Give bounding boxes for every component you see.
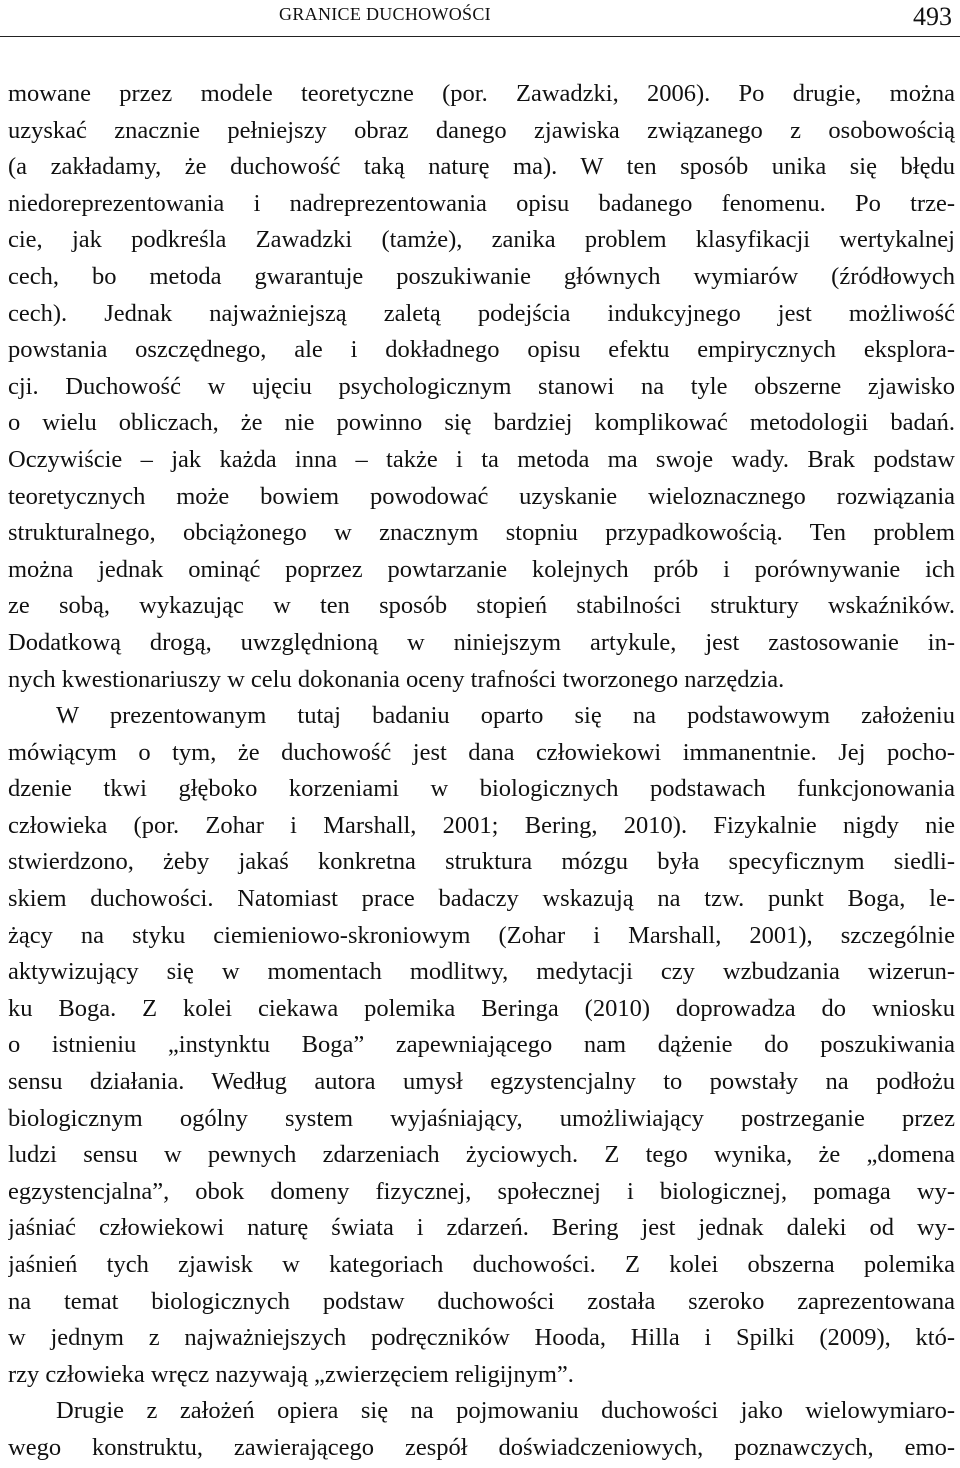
text-line: dzenie tkwi głęboko korzeniami w biologicznych podstawach funkcjonowania [8,775,955,803]
text-line: (a zakładamy, że duchowość taką naturę ma). W ten sposób unika się błędu [8,153,955,181]
text-line: ze sobą, wykazując w ten sposób stopień stabilności struktury wskaźników. [8,592,955,620]
page-number: 493 [913,2,952,31]
text-line: cji. Duchowość w ujęciu psychologicznym stanowi na tyle obszerne zjawisko [8,372,955,400]
text-line: Oczywiście – jak każda inna – także i ta metoda ma swoje wady. Brak podstaw [8,445,955,473]
text-line: o istnieniu „instynktu Boga” zapewniającego nam dążenie do poszukiwania [8,1031,955,1059]
text-line: wego konstruktu, zawierającego zespół doświadczeniowych, poznawczych, emo- [8,1433,955,1461]
text-line: uzyskać znacznie pełniejszy obraz danego zjawiska związanego z osobowością [8,116,955,144]
text-line: ku Boga. Z kolei ciekawa polemika Beringa (2010) doprowadza do wniosku [8,994,955,1022]
text-line: człowieka (por. Zohar i Marshall, 2001; Bering, 2010). Fizykalnie nigdy nie [8,811,955,839]
text-line: na temat biologicznych podstaw duchowości została szeroko zaprezentowana [8,1287,955,1315]
text-line: egzystencjalna”, obok domeny fizycznej, społecznej i biologicznej, pomaga wy- [8,1177,955,1205]
text-line: sensu działania. Według autora umysł egzystencjalny to powstały na podłożu [8,1068,955,1096]
text-line: mówiącym o tym, że duchowość jest dana człowiekowi immanentnie. Jej pocho- [8,738,955,766]
text-line: cech, bo metoda gwarantuje poszukiwanie głównych wymiarów (źródłowych [8,262,955,290]
text-line: rzy człowieka wręcz nazywają „zwierzęciem religijnym”. [8,1360,574,1388]
text-line: można jednak ominąć poprzez powtarzanie kolejnych prób i porównywanie ich [8,555,955,583]
text-line: w jednym z najważniejszych podręczników Hooda, Hilla i Spilki (2009), któ- [8,1324,955,1352]
running-title: GRANICE DUCHOWOŚCI [279,4,491,24]
text-line: Dodatkową drogą, uwzględnioną w niniejszym artykule, jest zastosowanie in- [8,628,955,656]
text-line: cech). Jednak najważniejszą zaletą podejścia indukcyjnego jest możliwość [8,299,955,327]
body-text [8,76,955,1467]
text-line: jaśniać człowiekowi naturę świata i zdarzeń. Bering jest jednak daleki od wy- [8,1214,955,1242]
running-header [0,0,960,37]
text-line: cie, jak podkreśla Zawadzki (tamże), zanika problem klasyfikacji wertykalnej [8,226,955,254]
text-line: ludzi sensu w pewnych zdarzeniach życiowych. Z tego wynika, że „domena [8,1141,955,1169]
text-line: nych kwestionariuszy w celu dokonania oceny trafności tworzonego narzędzia. [8,665,785,693]
text-line: stwierdzono, żeby jakaś konkretna struktura mózgu była specyficznym siedli- [8,848,955,876]
text-line: żący na styku ciemieniowo-skroniowym (Zohar i Marshall, 2001), szczególnie [8,921,955,949]
text-line: W prezentowanym tutaj badaniu oparto się na podstawowym założeniu [56,702,955,730]
text-line: skiem duchowości. Natomiast prace badaczy wskazują na tzw. punkt Boga, le- [8,885,955,913]
text-line: teoretycznych może bowiem powodować uzyskanie wieloznacznego rozwiązania [8,482,955,510]
text-line: o wielu obliczach, że nie powinno się bardziej komplikować metodologii badań. [8,409,955,437]
text-line: jaśnień tych zjawisk w kategoriach duchowości. Z kolei obszerna polemika [8,1251,955,1278]
text-line: biologicznym ogólny system wyjaśniający, umożliwiający postrzeganie przez [8,1104,955,1132]
text-line: strukturalnego, obciążonego w znacznym stopniu przypadkowością. Ten problem [8,519,955,547]
text-line: aktywizujący się w momentach modlitwy, medytacji czy wzbudzania wizerun- [8,958,955,986]
text-line: niedoreprezentowania i nadreprezentowania opisu badanego fenomenu. Po trze- [8,189,955,217]
text-line: Drugie z założeń opiera się na pojmowaniu duchowości jako wielowymiaro- [56,1397,955,1425]
text-line: powstania oszczędnego, ale i dokładnego opisu efektu empirycznych eksplora- [8,336,955,364]
text-line: mowane przez modele teoretyczne (por. Zawadzki, 2006). Po drugie, można [8,80,955,107]
